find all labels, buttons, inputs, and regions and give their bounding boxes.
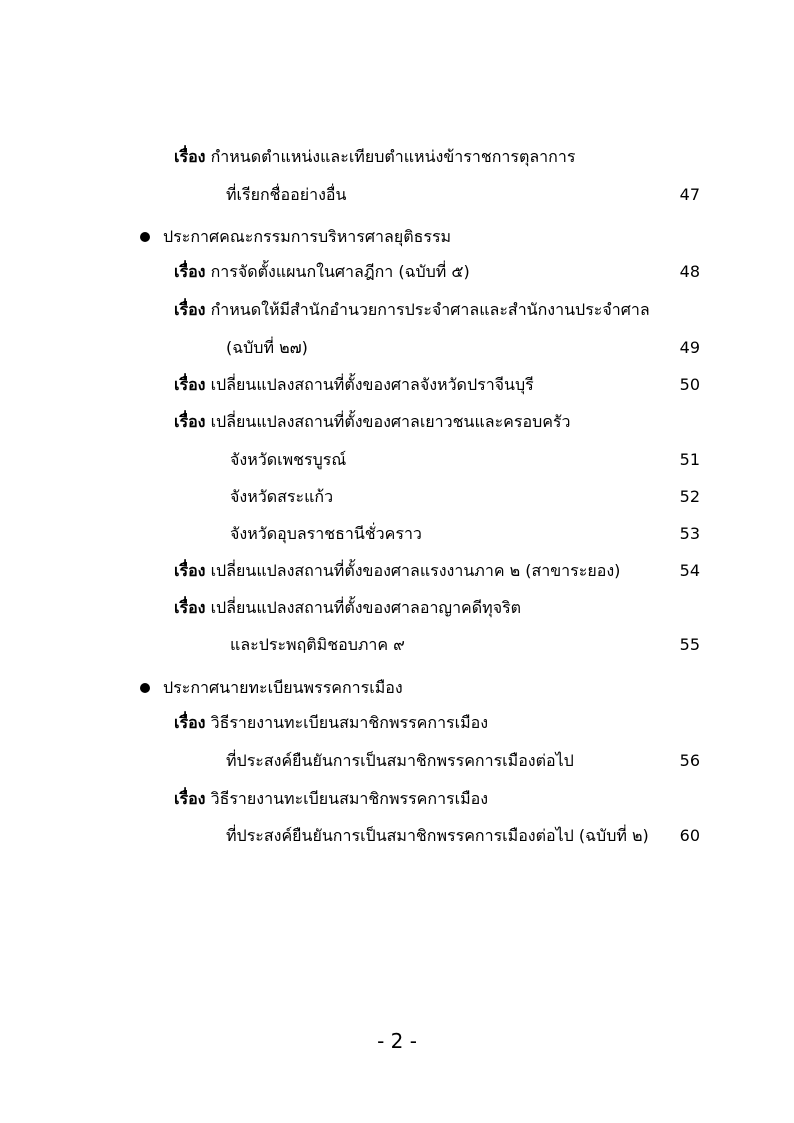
- entry-text: และประพฤติมิชอบภาค ๙: [230, 635, 405, 654]
- entry-text: เปลี่ยนแปลงสถานที่ตั้งของศาลเยาวชนและครอบครัว: [210, 412, 571, 431]
- entry-keyword: เรื่อง: [174, 561, 206, 580]
- toc-entry-title: [174, 370, 534, 400]
- entry-text: ที่เรียกชื่ออย่างอื่น: [226, 185, 347, 204]
- entry-text: การจัดตั้งแผนกในศาลฎีกา (ฉบับที่ ๕): [210, 262, 470, 281]
- page-number: 49: [679, 338, 700, 357]
- section-heading: [163, 673, 403, 703]
- section-heading-text: ประกาศคณะกรรมการบริหารศาลยุติธรรม: [163, 227, 452, 246]
- toc-entry-continuation: [230, 630, 405, 660]
- bullet-icon: [140, 683, 150, 693]
- page-number: 54: [679, 561, 700, 580]
- entry-keyword: เรื่อง: [174, 375, 206, 394]
- page-number: 60: [679, 826, 700, 845]
- page-number: 47: [679, 185, 700, 204]
- toc-entry-continuation: [230, 445, 346, 475]
- toc-entry-title: [174, 257, 470, 287]
- toc-entry-continuation: [230, 482, 333, 512]
- section-heading: [163, 222, 451, 252]
- toc-entry-title: [174, 295, 650, 325]
- entry-text: เปลี่ยนแปลงสถานที่ตั้งของศาลแรงงานภาค ๒ (สาขาระยอง): [210, 561, 621, 580]
- toc-entry-title: [174, 407, 571, 437]
- entry-keyword: เรื่อง: [174, 598, 206, 617]
- toc-entry-title: [174, 142, 575, 172]
- page-number: 55: [679, 635, 700, 654]
- entry-keyword: เรื่อง: [174, 412, 206, 431]
- section-heading-text: ประกาศนายทะเบียนพรรคการเมือง: [163, 678, 403, 697]
- entry-text: ที่ประสงค์ยืนยันการเป็นสมาชิกพรรคการเมืองต่อไป: [226, 751, 574, 770]
- toc-entry-title: [174, 556, 620, 586]
- toc-entry-continuation: [226, 746, 574, 776]
- page-number: 50: [679, 375, 700, 394]
- toc-entry-title: [174, 784, 488, 814]
- entry-keyword: เรื่อง: [174, 300, 206, 319]
- page-number: 48: [679, 262, 700, 281]
- entry-text: จังหวัดสระแก้ว: [230, 487, 334, 506]
- entry-text: วิธีรายงานทะเบียนสมาชิกพรรคการเมือง: [210, 713, 489, 732]
- page-number: 53: [679, 524, 700, 543]
- entry-text: ที่ประสงค์ยืนยันการเป็นสมาชิกพรรคการเมืองต่อไป (ฉบับที่ ๒): [226, 826, 649, 845]
- entry-text: กำหนดตำแหน่งและเทียบตำแหน่งข้าราชการตุลาการ: [210, 147, 576, 166]
- entry-text: เปลี่ยนแปลงสถานที่ตั้งของศาลจังหวัดปราจีนบุรี: [210, 375, 534, 394]
- entry-keyword: เรื่อง: [174, 789, 206, 808]
- toc-entry-title: [174, 708, 488, 738]
- page-number: 52: [679, 487, 700, 506]
- entry-keyword: เรื่อง: [174, 147, 206, 166]
- bullet-icon: [140, 232, 150, 242]
- toc-entry-continuation: [226, 821, 649, 851]
- page-number: 51: [679, 450, 700, 469]
- entry-text: จังหวัดอุบลราชธานีชั่วคราว: [230, 524, 422, 543]
- entry-text: เปลี่ยนแปลงสถานที่ตั้งของศาลอาญาคดีทุจริต: [210, 598, 522, 617]
- entry-text: วิธีรายงานทะเบียนสมาชิกพรรคการเมือง: [210, 789, 489, 808]
- toc-entry-title: [174, 593, 521, 623]
- entry-text: กำหนดให้มีสำนักอำนวยการประจำศาลและสำนักงานประจำศาล: [210, 300, 650, 319]
- entry-text: (ฉบับที่ ๒๗): [226, 338, 308, 357]
- entry-keyword: เรื่อง: [174, 262, 206, 281]
- toc-entry-continuation: [226, 333, 308, 363]
- entry-keyword: เรื่อง: [174, 713, 206, 732]
- page-number: 56: [679, 751, 700, 770]
- page-footer-number: - 2 -: [377, 1029, 417, 1053]
- entry-text: จังหวัดเพชรบูรณ์: [230, 450, 347, 469]
- toc-entry-continuation: [230, 519, 422, 549]
- toc-entry-continuation: [226, 180, 346, 210]
